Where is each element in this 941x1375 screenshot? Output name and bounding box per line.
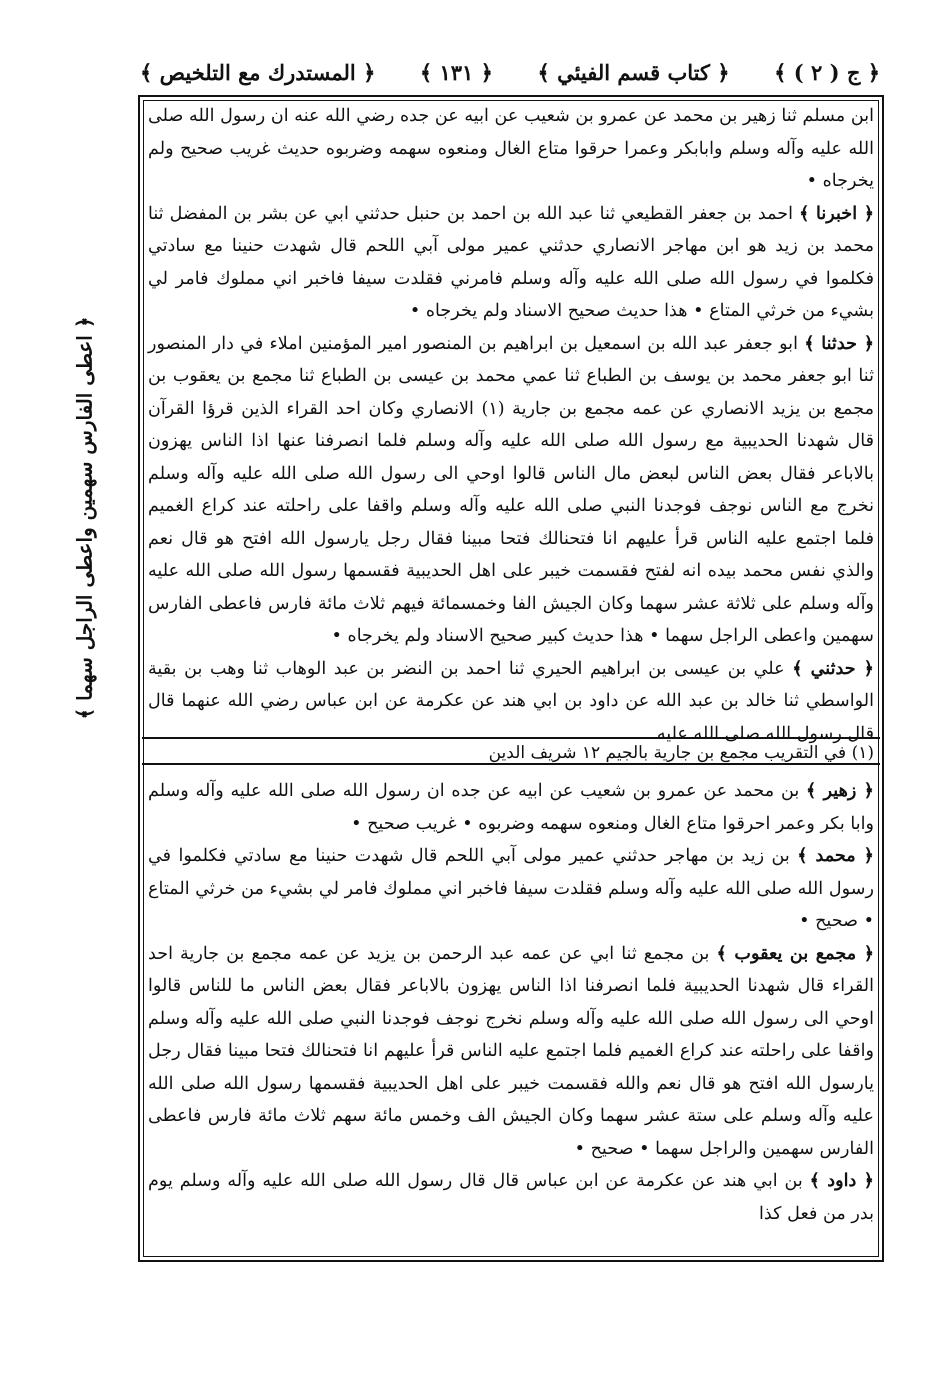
book-section-title: ﴿ كتاب قسم الفيئي ﴾ — [537, 59, 730, 85]
paragraph-text: بن زيد بن مهاجر حدثني عمير مولى آبي اللحم قال شهدت حنينا مع سادتي فكلموا في رسول الله صلى الله عليه وآله وسلم فقلدت سيفا فاخبر اني مملوك فامر لي بشيء من خرثي المتاع ‌• صحيح ‌• — [148, 846, 874, 931]
volume-number: ﴿ ج ( ٢ ) ﴾ — [774, 59, 880, 85]
page-header — [140, 52, 880, 92]
paragraph-lead: ﴿ حدثني ﴾ — [792, 657, 874, 679]
main-paragraph-4 — [148, 653, 874, 751]
paragraph-text: بن ابي هند عن عكرمة عن ابن عباس قال قال رسول الله صلى الله عليه وآله وسلم يوم بدر من فعل كذا — [148, 1171, 874, 1224]
talkhis-paragraph-4 — [148, 1165, 874, 1230]
main-paragraph-2 — [148, 198, 874, 328]
paragraph-lead: ﴿ مجمع بن يعقوب ﴾ — [716, 942, 875, 964]
footnote: (١) في التقريب مجمع بن جارية بالجيم ١٢ شريف الدين — [142, 737, 880, 765]
paragraph-lead: ﴿ اخبرنا ﴾ — [799, 202, 875, 224]
margin-note — [40, 316, 130, 720]
paragraph-text: بن مجمع ثنا ابي عن عمه عبد الرحمن بن يزيد عن عمه مجمع بن جارية احد القراء قال شهدنا الحديبية فلما انصرفنا اذا الناس يهزون بالاباعر فقال بعض الناس ما للناس قالوا اوحي الى رسول الله صلى الله عليه وآله وسلم نخرج نوجف فوجدنا النبي صلى الله عليه وآله وسلم واقفا على راحلته عند كراع الغميم فلما اجتمع عليه الناس قرأ عليهم انا فتحنالك فتحا مبينا فقال رجل يارسول الله افتح هو قال نعم والله فقسمت خيبر على اهل الحديبية فقسمها رسول الله صلى الله عليه وآله وسلم على ستة عشر سهما وكان الجيش الف وخمس مائة سهم ثلاث مائة فارس فاعطى الفارس سهمين والراجل سهما ‌• صحيح ‌• — [148, 943, 874, 1159]
paragraph-text: ابن مسلم ثنا زهير بن محمد عن عمرو بن شعيب عن ابيه عن جده رضي الله عنه ان رسول الله صلى الله عليه وآله وسلم وابابكر وعمرا حرقوا متاع الغال ومنعوه سهمه وضربوه حديث غريب صحيح ولم يخرجاه ‌• — [148, 106, 874, 191]
talkhis-paragraph-2 — [148, 840, 874, 938]
paragraph-lead: ﴿ زهير ﴾ — [806, 780, 874, 801]
paragraph-lead: ﴿ محمد ﴾ — [797, 845, 874, 866]
paragraph-text: بن محمد عن عمرو بن شعيب عن ابيه عن جده ان رسول الله صلى الله عليه وآله وسلم وابا بكر وعمر احرقوا متاع الغال ومنعوه سهمه وضربوه ‌• غريب صحيح ‌• — [148, 781, 874, 834]
margin-note-text: ﴿ اعطى الفارس سهمين واعطى الراجل سهما ﴾ — [73, 316, 97, 720]
talkhis-text — [148, 775, 874, 1255]
paragraph-text: احمد بن جعفر القطيعي ثنا عبد الله بن احمد بن حنبل حدثني ابي عن بشر بن المفضل ثنا محمد بن زيد هو ابن مهاجر الانصاري حدثني عمير مولى آبي اللحم قال شهدت حنينا مع سادتي فكلموا في رسول الله صلى الله عليه وآله وسلم فامرني فقلدت سيفا فاخبر اني مملوك فامر لي بشيء من خرثي المتاع ‌• هذا حديث صحيح الاسناد ولم يخرجاه ‌• — [148, 203, 874, 321]
talkhis-paragraph-3 — [148, 938, 874, 1166]
main-paragraph-3 — [148, 328, 874, 653]
page-number: ﴿ ١٣١ ﴾ — [419, 59, 493, 85]
talkhis-paragraph-1 — [148, 775, 874, 840]
paragraph-text: ابو جعفر عبد الله بن اسمعيل بن ابراهيم بن المنصور امير المؤمنين املاء في دار المنصور ثنا ابو جعفر محمد بن يوسف بن الطباع ثنا عمي محمد بن عيسى بن الطباع ثنا مجمع بن يعقوب بن مجمع بن يزيد الانصاري عن عمه مجمع بن جارية (١) الانصاري وكان احد القراء الذين قرؤا القرآن قال شهدنا الحديبية مع رسول الله صلى الله عليه وآله وسلم فلما انصرفنا عنها اذا الناس يهزون بالاباعر فقال بعض الناس لبعض مال الناس قالوا اوحي الى رسول الله صلى الله عليه وآله وسلم نخرج مع الناس نوجف فوجدنا النبي صلى الله عليه وآله وسلم واقفا على راحلته عند كراع الغميم فلما اجتمع عليه الناس قرأ عليهم انا فتحنالك فتحا مبينا فقال رجل يارسول الله افتح هو قال نعم والذي نفس محمد بيده انه لفتح فقسمت خيبر على اهل الحديبية فقسمها رسول الله صلى الله عليه وآله وسلم على ثلاثة عشر سهما وكان الجيش الفا وخمسمائة فيهم ثلاث مائة فارس فاعطى الفارس سهمين واعطى الراجل سهما ‌• هذا حديث كبير صحيح الاسناد ولم يخرجاه ‌• — [148, 333, 874, 646]
main-text — [148, 100, 875, 744]
paragraph-lead: ﴿ داود ﴾ — [809, 1170, 874, 1191]
paragraph-lead: ﴿ حدثنا ﴾ — [804, 332, 875, 354]
main-paragraph-1 — [148, 100, 874, 198]
running-title: ﴿ المستدرك مع التلخيص ﴾ — [140, 59, 376, 85]
paragraph-text: علي بن عيسى بن ابراهيم الحيري ثنا احمد بن النضر بن عبد الوهاب ثنا وهب بن بقية الواسطي ثنا خالد بن عبد الله عن داود بن ابي هند عن عكرمة عن ابن عباس رضي الله عنهما قال قال رسول الله صلى الله عليه — [148, 658, 874, 744]
